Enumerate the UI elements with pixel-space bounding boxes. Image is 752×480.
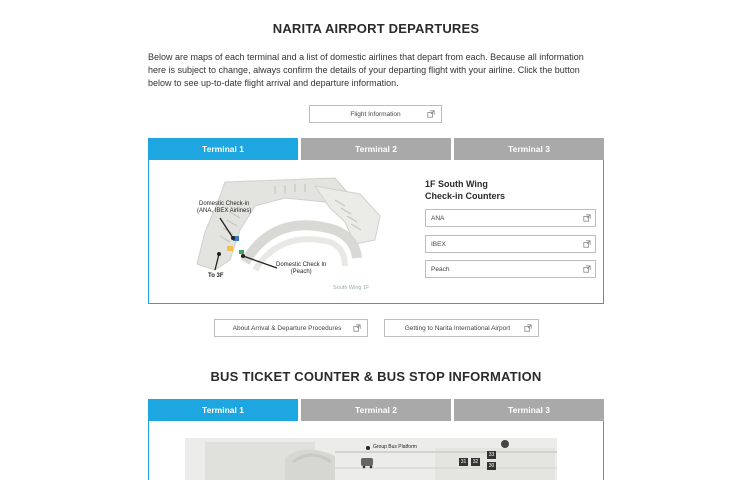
bus-tab-terminal-3[interactable]: Terminal 3 (454, 399, 604, 421)
bus-terminal-tabs (148, 399, 604, 421)
procedures-label: About Arrival & Departure Procedures (232, 324, 342, 332)
getting-to-label: Getting to Narita International Airport (404, 324, 511, 332)
flight-information-button[interactable] (309, 105, 442, 123)
label-domestic-checkin-peach: Domestic Check In (Peach) (276, 262, 327, 275)
external-link-icon (427, 110, 435, 118)
bus-tab-terminal-1[interactable]: Terminal 1 (148, 399, 298, 421)
label-domestic-checkin-ana: Domestic Check-in (ANA, IBEX Airlines) (197, 201, 252, 214)
external-link-icon (583, 214, 591, 222)
airline-ibex-link[interactable] (425, 235, 596, 253)
airline-label: IBEX (431, 240, 446, 248)
tab-terminal-2[interactable]: Terminal 2 (301, 138, 451, 160)
airline-peach-link[interactable] (425, 260, 596, 278)
tab-terminal-3[interactable]: Terminal 3 (454, 138, 604, 160)
bus-tab-terminal-2[interactable]: Terminal 2 (301, 399, 451, 421)
airline-label: ANA (431, 214, 445, 222)
page-title: NARITA AIRPORT DEPARTURES (272, 21, 480, 36)
group-bus-platform-label (366, 444, 417, 451)
bus-section-title: BUS TICKET COUNTER & BUS STOP INFORMATION (210, 369, 542, 384)
bus-stop-30: 30 (488, 463, 495, 469)
external-link-icon (583, 265, 591, 273)
airline-label: Peach (431, 265, 450, 273)
external-link-icon (524, 324, 532, 332)
counters-title: 1F South Wing Check-in Counters (425, 179, 506, 201)
tab-terminal-1[interactable]: Terminal 1 (148, 138, 298, 160)
intro-text: Below are maps of each terminal and a list of domestic airlines that depart from each. Because all information here is subject to change, always confirm the details of your departing flight with your airline. Click the button below to see up-to-date flight arrival and departure information. (148, 52, 584, 88)
bus-icon (361, 458, 373, 466)
bus-map (185, 432, 557, 480)
terminal-tabs (148, 138, 604, 160)
external-link-icon (353, 324, 361, 332)
platform-dot-icon (366, 446, 370, 450)
getting-to-narita-link-button[interactable] (384, 319, 539, 337)
flight-information-label: Flight Information (350, 110, 401, 118)
procedures-link-button[interactable] (214, 319, 368, 337)
airline-ana-link[interactable] (425, 209, 596, 227)
bus-stop-33: 33 (488, 452, 495, 458)
bus-stop-31: 31 (460, 459, 467, 465)
bus-stop-32: 32 (472, 459, 479, 465)
external-link-icon (583, 240, 591, 248)
group-bus-platform-text: Group Bus Platform (373, 444, 417, 450)
label-south-wing: South Wing 1F (333, 285, 370, 291)
label-to-3f: To 3F (208, 273, 224, 279)
